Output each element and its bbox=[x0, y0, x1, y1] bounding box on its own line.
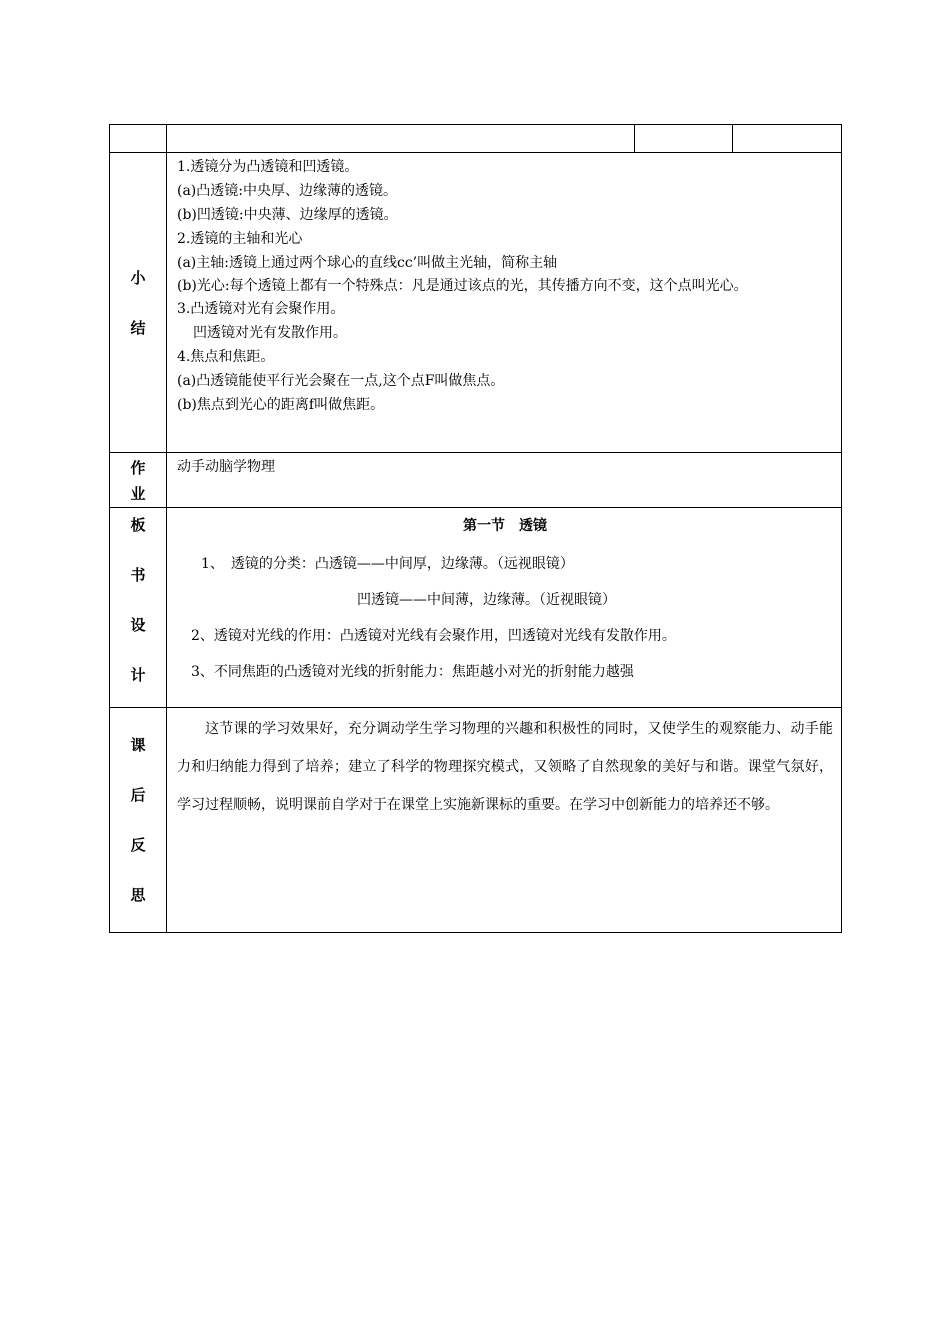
board-label-char: 书 bbox=[130, 566, 146, 584]
header-cell-extra-1 bbox=[635, 125, 733, 153]
reflection-label bbox=[110, 708, 167, 933]
reflection-row bbox=[110, 708, 842, 933]
summary-line: (b)焦点到光心的距离f叫做焦距。 bbox=[177, 397, 385, 413]
reflection-label-char: 后 bbox=[130, 786, 146, 804]
summary-content bbox=[167, 153, 842, 453]
header-cell-extra-2 bbox=[733, 125, 842, 153]
homework-label bbox=[110, 453, 167, 508]
summary-line: 1.透镜分为凸透镜和凹透镜。 bbox=[177, 159, 359, 175]
summary-line: (b)凹透镜:中央薄、边缘厚的透镜。 bbox=[177, 207, 398, 223]
reflection-content bbox=[167, 708, 842, 933]
board-line: 3、不同焦距的凸透镜对光线的折射能力：焦距越小对光的折射能力越强 bbox=[191, 664, 634, 680]
summary-line: 4.焦点和焦距。 bbox=[177, 349, 275, 365]
summary-line: (b)光心:每个透镜上都有一个特殊点：凡是通过该点的光，其传播方向不变，这个点叫光心。 bbox=[177, 278, 748, 294]
board-line: 1、 透镜的分类：凸透镜——中间厚，边缘薄。（远视眼镜） bbox=[201, 556, 574, 572]
summary-line: 2.透镜的主轴和光心 bbox=[177, 231, 303, 247]
summary-line: 凹透镜对光有发散作用。 bbox=[193, 325, 347, 341]
homework-content bbox=[167, 453, 842, 508]
summary-line: 3.凸透镜对光有会聚作用。 bbox=[177, 301, 345, 317]
homework-label-char: 作 bbox=[130, 459, 146, 477]
summary-label-char: 小 bbox=[130, 268, 146, 287]
reflection-label-char: 反 bbox=[130, 836, 146, 854]
board-label-char: 设 bbox=[130, 616, 146, 634]
header-cell-main bbox=[167, 125, 635, 153]
summary-label bbox=[110, 153, 167, 453]
reflection-label-char: 课 bbox=[130, 736, 146, 754]
homework-row bbox=[110, 453, 842, 508]
board-label-char: 计 bbox=[130, 666, 146, 684]
summary-label-char: 结 bbox=[130, 318, 146, 337]
homework-text: 动手动脑学物理 bbox=[177, 459, 275, 475]
board-row bbox=[110, 508, 842, 708]
header-row bbox=[110, 125, 842, 153]
lesson-plan-table bbox=[109, 124, 842, 933]
header-cell-label bbox=[110, 125, 167, 153]
board-line: 凹透镜——中间薄，边缘薄。（近视眼镜） bbox=[357, 592, 616, 608]
reflection-text: 这节课的学习效果好，充分调动学生学习物理的兴趣和积极性的同时，又使学生的观察能力、动手能力和归纳能力得到了培养；建立了科学的物理探究模式，又领略了自然现象的美好与和谐。课堂气氛好，学习过程顺畅，说明课前自学对于在课堂上实施新课标的重要。在学习中创新能力的培养还不够。 bbox=[177, 721, 833, 813]
summary-line: (a)凸透镜:中央厚、边缘薄的透镜。 bbox=[177, 183, 397, 199]
board-label-char: 板 bbox=[130, 516, 146, 534]
summary-line: (a)主轴:透镜上通过两个球心的直线cc’叫做主光轴，简称主轴 bbox=[177, 255, 558, 271]
board-label bbox=[110, 508, 167, 708]
summary-row bbox=[110, 153, 842, 453]
board-content bbox=[167, 508, 842, 708]
homework-label-char: 业 bbox=[130, 485, 146, 503]
summary-line: (a)凸透镜能使平行光会聚在一点,这个点F叫做焦点。 bbox=[177, 373, 505, 389]
reflection-label-char: 思 bbox=[130, 886, 146, 904]
board-title: 第一节 透镜 bbox=[463, 518, 547, 534]
board-line: 2、透镜对光线的作用：凸透镜对光线有会聚作用，凹透镜对光线有发散作用。 bbox=[191, 628, 676, 644]
